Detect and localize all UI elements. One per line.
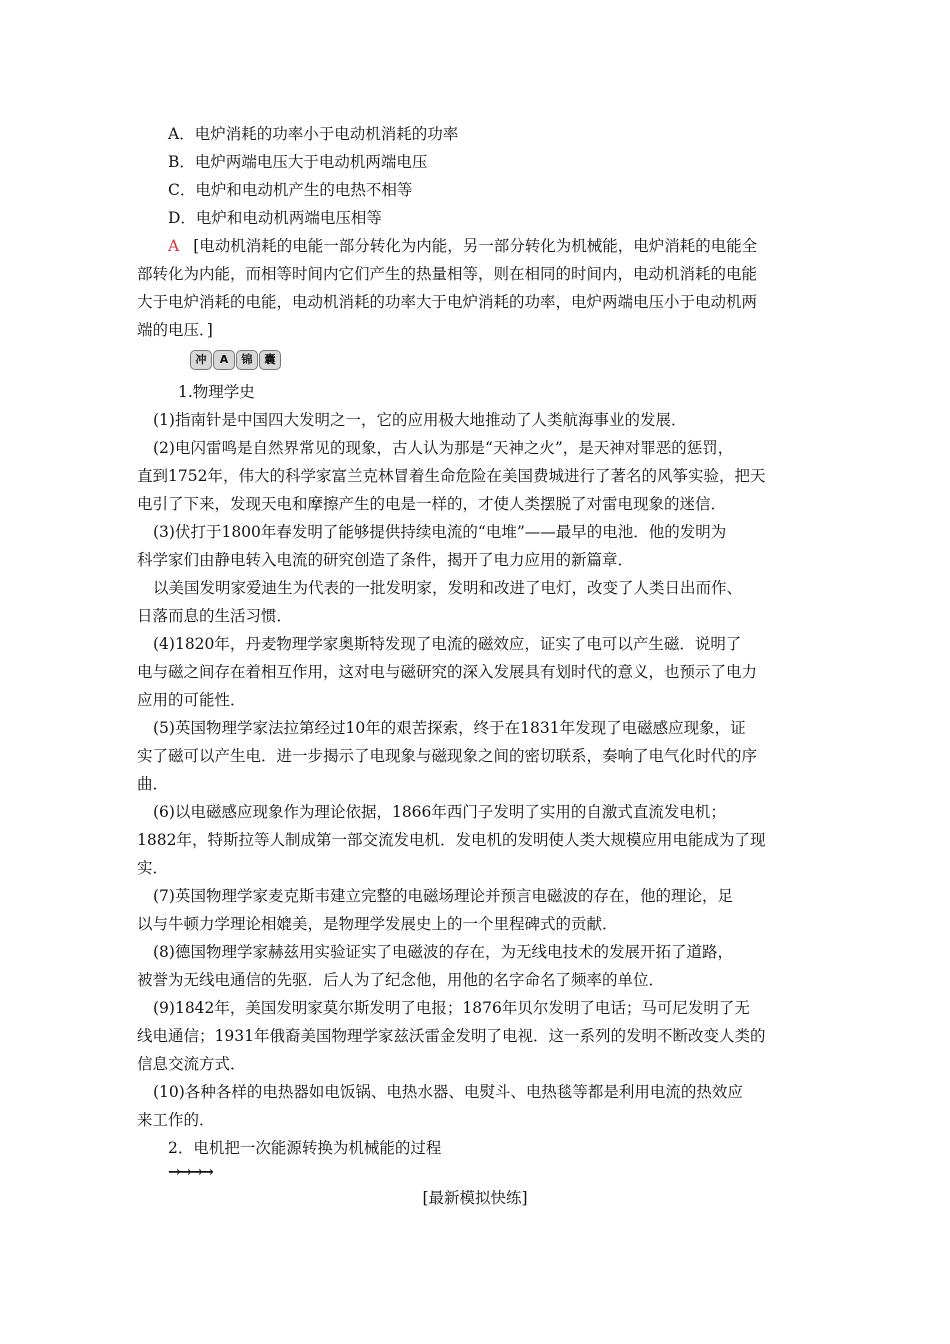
paragraph-line: 1882年，特斯拉等人制成第一部交流发电机．发电机的发明使人类大规模应用电能成为了现 xyxy=(137,831,766,849)
badge-char: 锦 xyxy=(236,350,258,370)
answer-line-3: 大于电炉消耗的电能，电动机消耗的功率大于电炉消耗的功率，电炉两端电压小于电动机两 xyxy=(137,293,758,311)
paragraph-line: 日落而息的生活习惯． xyxy=(137,607,293,625)
paragraph-line: (5)英国物理学家法拉第经过10年的艰苦探索，终于在1831年发现了电磁感应现象，证 xyxy=(153,719,746,737)
answer-letter: A xyxy=(168,237,180,255)
paragraph-line: 信息交流方式． xyxy=(137,1055,246,1073)
paragraph-line: (8)德国物理学家赫兹用实验证实了电磁波的存在，为无线电技术的发展开拓了道路， xyxy=(153,943,733,961)
paragraph-line: 实． xyxy=(137,859,169,877)
paragraph-line: (4)1820年，丹麦物理学家奥斯特发现了电流的磁效应，证实了电可以产生磁．说明了 xyxy=(153,635,742,653)
badge-char: 冲 xyxy=(190,350,212,370)
badge-char: A xyxy=(213,350,235,370)
paragraph-line: (9)1842年，美国发明家莫尔斯发明了电报；1876年贝尔发明了电话；马可尼发明了无 xyxy=(153,999,750,1017)
paragraph-line: (2)电闪雷鸣是自然界常见的现象，古人认为那是“天神之火”，是天神对罪恶的惩罚， xyxy=(153,439,734,457)
answer-line-1 xyxy=(168,236,848,256)
option-c: C．电炉和电动机产生的电热不相等 xyxy=(168,181,413,199)
paragraph-line: 以与牛顿力学理论相媲美，是物理学发展史上的一个里程碑式的贡献． xyxy=(137,915,618,933)
paragraph-line: (7)英国物理学家麦克斯韦建立完整的电磁场理论并预言电磁波的存在，他的理论，足 xyxy=(153,887,733,905)
paragraph-line: 电引了下来，发现天电和摩擦产生的电是一样的，才使人类摆脱了对雷电现象的迷信． xyxy=(137,495,727,513)
paragraph-line: 电与磁之间存在着相互作用，这对电与磁研究的深入发展具有划时代的意义，也预示了电力 xyxy=(137,663,758,681)
badge-char: 囊 xyxy=(259,350,281,370)
answer-text: [电动机消耗的电能一部分转化为内能，另一部分转化为机械能，电炉消耗的电能全 xyxy=(193,237,758,255)
paragraph-line: 线电通信；1931年俄裔美国物理学家兹沃雷金发明了电视．这一系列的发明不断改变人类的 xyxy=(137,1027,766,1045)
answer-line-4: 端的电压．] xyxy=(137,321,213,339)
process-arrows: →→→→ xyxy=(168,1162,212,1181)
paragraph-line: (3)伏打于1800年春发明了能够提供持续电流的“电堆”——最早的电池．他的发明为 xyxy=(153,523,727,541)
paragraph-line: 以美国发明家爱迪生为代表的一批发明家，发明和改进了电灯，改变了人类日出而作、 xyxy=(153,579,743,597)
paragraph-line: 直到1752年，伟大的科学家富兰克林冒着生命危险在美国费城进行了著名的风筝实验，把天 xyxy=(137,467,766,485)
paragraph-line: 曲． xyxy=(137,775,169,793)
section-2-title: 2．电机把一次能源转换为机械能的过程 xyxy=(168,1139,442,1157)
answer-line-2: 部转化为内能，而相等时间内它们产生的热量相等，则在相同的时间内，电动机消耗的电能 xyxy=(137,265,758,283)
section-1-title: 1.物理学史 xyxy=(178,383,255,401)
tips-badge xyxy=(190,350,281,370)
paragraph-line: 来工作的． xyxy=(137,1111,215,1129)
paragraph-line: 科学家们由静电转入电流的研究创造了条件，揭开了电力应用的新篇章． xyxy=(137,551,634,569)
paragraph-line: 被誉为无线电通信的先驱．后人为了纪念他，用他的名字命名了频率的单位． xyxy=(137,971,665,989)
paragraph-line: (1)指南针是中国四大发明之一，它的应用极大地推动了人类航海事业的发展． xyxy=(153,411,687,429)
footer-section-title: [最新模拟快练] xyxy=(422,1189,528,1207)
option-d: D．电炉和电动机两端电压相等 xyxy=(168,209,382,227)
paragraph-line: (6)以电磁感应现象作为理论依据，1866年西门子发明了实用的自激式直流发电机； xyxy=(153,803,726,821)
option-a: A．电炉消耗的功率小于电动机消耗的功率 xyxy=(168,125,459,143)
paragraph-line: 应用的可能性． xyxy=(137,691,246,709)
paragraph-line: 实了磁可以产生电．进一步揭示了电现象与磁现象之间的密切联系，奏响了电气化时代的序 xyxy=(137,747,758,765)
option-b: B．电炉两端电压大于电动机两端电压 xyxy=(168,153,428,171)
paragraph-line: (10)各种各样的电热器如电饭锅、电热水器、电熨斗、电热毯等都是利用电流的热效应 xyxy=(153,1083,743,1101)
